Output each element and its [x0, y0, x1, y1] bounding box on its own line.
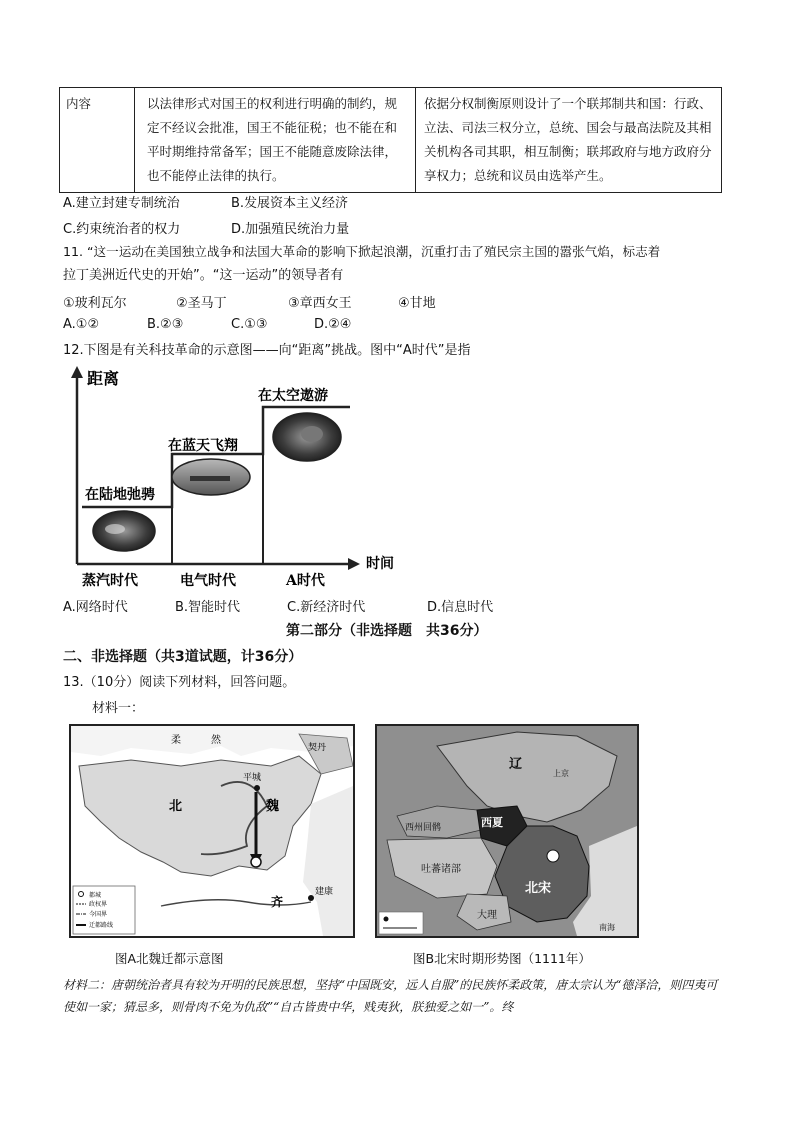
- q10-option-b[interactable]: B.发展资本主义经济: [231, 196, 349, 211]
- table-row: [60, 88, 722, 193]
- map-a-label-bei: 北: [169, 799, 183, 814]
- map-a-wei-territory: [79, 756, 321, 876]
- q13-stem: 13.（10分）阅读下列材料，回答问题。: [63, 675, 296, 690]
- q11-item-3: ③章西女王: [288, 296, 352, 311]
- tech-revolution-diagram: [60, 364, 410, 594]
- part-two-title: 第二部分（非选择题 共36分）: [286, 623, 488, 639]
- q12-option-d[interactable]: D.信息时代: [427, 600, 494, 615]
- x-axis-label: 时间: [366, 556, 394, 572]
- steam-smoke-icon: [105, 524, 125, 534]
- q10-option-c[interactable]: C.约束统治者的权力: [63, 222, 181, 237]
- map-b-legend-capital-icon: [384, 917, 389, 922]
- map-b-label-beisong: 北宋: [525, 881, 552, 896]
- material-one-label: 材料一：: [92, 701, 145, 716]
- q11-item-4: ④甘地: [398, 296, 436, 311]
- map-b-caption: 图B北宋时期形势图（1111年）: [413, 951, 591, 966]
- airplane-icon: [190, 476, 230, 481]
- map-b-northern-song: [375, 724, 639, 938]
- era-2-label: 电气时代: [180, 573, 236, 589]
- map-b-label-xixia: 西夏: [481, 816, 503, 829]
- map-a-northern-wei: [69, 724, 355, 938]
- q11-option-b[interactable]: B.②③: [147, 317, 184, 332]
- map-a-label-wei: 魏: [266, 799, 280, 814]
- comparison-table: [59, 87, 722, 193]
- step-2-label: 在蓝天飞翔: [168, 438, 238, 454]
- table-cell-left: 以法律形式对国王的权利进行明确的制约，规定不经议会批准，国王不能征税；也不能在和平时期维持常备军；国王不能随意废除法律，也不能停止法律的执行。: [135, 88, 416, 193]
- map-a-caption: 图A北魏迁都示意图: [115, 951, 224, 966]
- table-cell-right: 依据分权制衡原则设计了一个联邦制共和国：行政、立法、司法三权分立，总统、国会与最高法院及其相关机构各司其职，相互制衡；联邦政府与地方政府分享权力；总统和议员由选举产生。: [416, 88, 722, 193]
- map-a-label-jiankang: 建康: [315, 887, 334, 897]
- map-a-sea: [303, 786, 353, 936]
- map-b-label-nanhai: 南海: [599, 923, 615, 932]
- era-1-label: 蒸汽时代: [82, 573, 138, 589]
- q11-stem-line-1: 11. “这一运动在美国独立战争和法国大革命的影响下掀起浪潮，沉重打击了殖民宗主国的嚣张气焰，标志着: [63, 244, 661, 259]
- q12-option-c[interactable]: C.新经济时代: [287, 600, 366, 615]
- map-a-label-qi: 齐: [271, 895, 284, 909]
- q11-option-d[interactable]: D.②④: [314, 317, 352, 332]
- q11-stem-line-2: 拉丁美洲近代史的开始”。“这一运动”的领导者有: [63, 268, 344, 283]
- q12-option-a[interactable]: A.网络时代: [63, 600, 128, 615]
- map-a-jiankang-marker-icon: [308, 895, 314, 901]
- map-a-label-rouran: 柔 然: [171, 735, 221, 746]
- q11-option-a[interactable]: A.①②: [63, 317, 100, 332]
- map-a-capital-marker-icon: [254, 785, 260, 791]
- q11-item-2: ②圣马丁: [176, 296, 227, 311]
- map-b-kaifeng-marker-icon: [547, 850, 559, 862]
- astronaut-icon: [301, 426, 323, 442]
- map-b-legend: [379, 912, 423, 934]
- table-row-label: 内容: [60, 88, 135, 193]
- q12-option-b[interactable]: B.智能时代: [175, 600, 241, 615]
- map-a-label-pingcheng: 平城: [243, 773, 262, 783]
- map-a-luoyang-marker-icon: [251, 857, 261, 867]
- y-axis-arrow-icon: [71, 366, 83, 378]
- step-3-label: 在太空遨游: [258, 388, 328, 404]
- map-b-label-shangjing: 上京: [553, 769, 569, 778]
- map-b-label-dali: 大理: [477, 910, 497, 921]
- q12-stem: 12.下图是有关科技革命的示意图——向“距离”挑战。图中“A时代”是指: [63, 343, 471, 358]
- map-b-label-tubo: 吐蕃诸部: [421, 864, 461, 875]
- q10-option-d[interactable]: D.加强殖民统治力量: [231, 222, 350, 237]
- map-a-legend-4: 迁都路线: [89, 922, 114, 929]
- y-axis-label: 距离: [87, 369, 120, 388]
- step-1-label: 在陆地弛骋: [85, 487, 155, 503]
- section-heading: 二、非选择题（共3道试题，计36分）: [63, 649, 303, 665]
- map-b-svg: [377, 726, 637, 936]
- material-two-text: 材料二：唐朝统治者具有较为开明的民族思想，坚持“中国既安，远人自服”的民族怀柔政策，唐太宗认为“德泽洽，则四夷可使如一家；猜忌多，则骨肉不免为仇敌”“自古皆贵中华，贱夷狄，朕独爱之如一”。终: [63, 978, 718, 1014]
- map-a-svg: [71, 726, 353, 936]
- q11-option-c[interactable]: C.①③: [231, 317, 268, 332]
- era-3-label: A时代: [286, 573, 325, 589]
- map-a-yangtze-river: [161, 900, 311, 906]
- map-b-label-xizhou: 西州回鹘: [405, 823, 442, 833]
- map-a-label-qidan: 契丹: [308, 743, 327, 753]
- q11-item-1: ①玻利瓦尔: [63, 296, 127, 311]
- x-axis-arrow-icon: [348, 558, 360, 570]
- map-b-label-liao: 辽: [509, 757, 523, 772]
- map-a-legend-3: 今国界: [89, 911, 108, 918]
- map-a-legend-1: 都城: [89, 892, 102, 899]
- map-a-legend-2: 政权界: [89, 901, 108, 908]
- q10-option-a[interactable]: A.建立封建专制统治: [63, 196, 180, 211]
